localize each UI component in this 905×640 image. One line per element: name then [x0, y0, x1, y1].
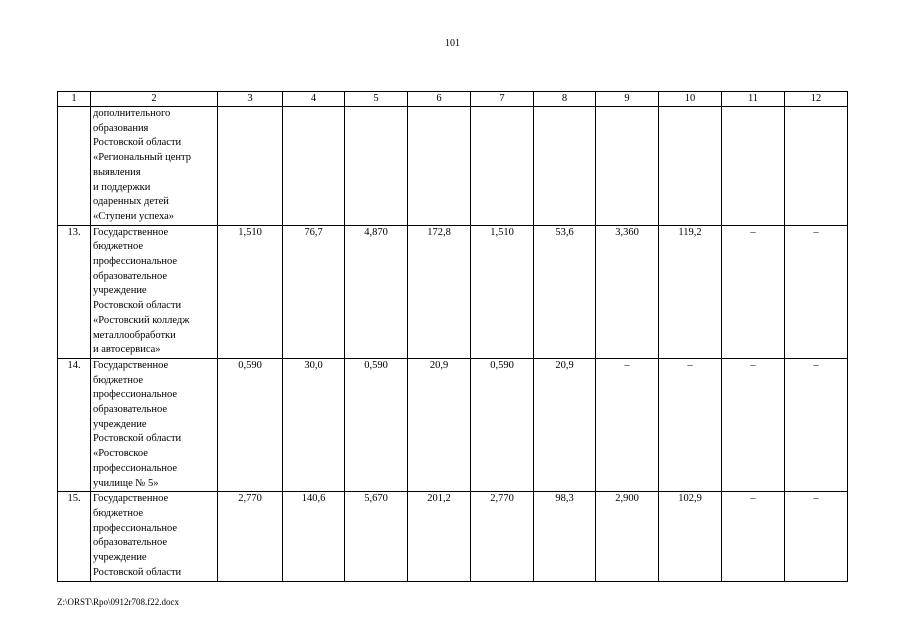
- table-cell: 2,770: [471, 492, 534, 581]
- column-header: 2: [91, 92, 218, 107]
- table-cell: –: [659, 358, 722, 491]
- table-row: [58, 107, 848, 226]
- table-cell: 0,590: [218, 358, 283, 491]
- institution-name: Государственное бюджетное профессиональное образовательное учреждение Ростовской области: [91, 492, 218, 581]
- table-cell: 76,7: [283, 225, 345, 358]
- column-header: 5: [345, 92, 408, 107]
- table-cell: 0,590: [345, 358, 408, 491]
- table-cell: [722, 107, 785, 226]
- table-cell: [596, 107, 659, 226]
- row-number: 14.: [58, 358, 91, 491]
- table-cell: 140,6: [283, 492, 345, 581]
- column-header: 7: [471, 92, 534, 107]
- table-cell: –: [596, 358, 659, 491]
- footer-file-path: Z:\ORST\Rpo\0912r708.f22.docx: [57, 597, 179, 607]
- table-cell: [283, 107, 345, 226]
- table-cell: 20,9: [408, 358, 471, 491]
- table-row: [58, 492, 848, 581]
- table-cell: 201,2: [408, 492, 471, 581]
- column-header: 8: [534, 92, 596, 107]
- institution-name: Государственное бюджетное профессиональное образовательное учреждение Ростовской области «Ростовское профессиональное училище № 5»: [91, 358, 218, 491]
- table-cell: [471, 107, 534, 226]
- table-cell: 172,8: [408, 225, 471, 358]
- table-cell: 4,870: [345, 225, 408, 358]
- table-cell: 2,900: [596, 492, 659, 581]
- column-header: 11: [722, 92, 785, 107]
- table-cell: 119,2: [659, 225, 722, 358]
- data-table: [57, 91, 848, 582]
- institution-name: Государственное бюджетное профессиональное образовательное учреждение Ростовской области «Ростовский колледж металлообработки и автосервиса»: [91, 225, 218, 358]
- header-row: [58, 92, 848, 107]
- table-cell: [218, 107, 283, 226]
- table-cell: –: [785, 358, 848, 491]
- table-cell: –: [785, 492, 848, 581]
- table-cell: –: [785, 225, 848, 358]
- table-cell: –: [722, 225, 785, 358]
- table-row: [58, 225, 848, 358]
- table-cell: [408, 107, 471, 226]
- table-cell: 5,670: [345, 492, 408, 581]
- table-cell: 53,6: [534, 225, 596, 358]
- table-cell: 0,590: [471, 358, 534, 491]
- page-number: 101: [445, 38, 460, 49]
- table-cell: [345, 107, 408, 226]
- table-cell: 1,510: [471, 225, 534, 358]
- table-cell: 1,510: [218, 225, 283, 358]
- row-number: 13.: [58, 225, 91, 358]
- table-cell: 102,9: [659, 492, 722, 581]
- table-cell: 3,360: [596, 225, 659, 358]
- row-number: 15.: [58, 492, 91, 581]
- table-cell: 98,3: [534, 492, 596, 581]
- table-cell: 30,0: [283, 358, 345, 491]
- table-cell: 20,9: [534, 358, 596, 491]
- column-header: 1: [58, 92, 91, 107]
- column-header: 3: [218, 92, 283, 107]
- column-header: 12: [785, 92, 848, 107]
- table-cell: –: [722, 358, 785, 491]
- institution-name: дополнительного образования Ростовской области «Региональный центр выявления и поддержки одаренных детей «Ступени успеха»: [91, 107, 218, 226]
- row-number: [58, 107, 91, 226]
- column-header: 4: [283, 92, 345, 107]
- table-row: [58, 358, 848, 491]
- column-header: 9: [596, 92, 659, 107]
- table-cell: [785, 107, 848, 226]
- column-header: 10: [659, 92, 722, 107]
- table-cell: 2,770: [218, 492, 283, 581]
- table-cell: [534, 107, 596, 226]
- table-cell: [659, 107, 722, 226]
- table-cell: –: [722, 492, 785, 581]
- column-header: 6: [408, 92, 471, 107]
